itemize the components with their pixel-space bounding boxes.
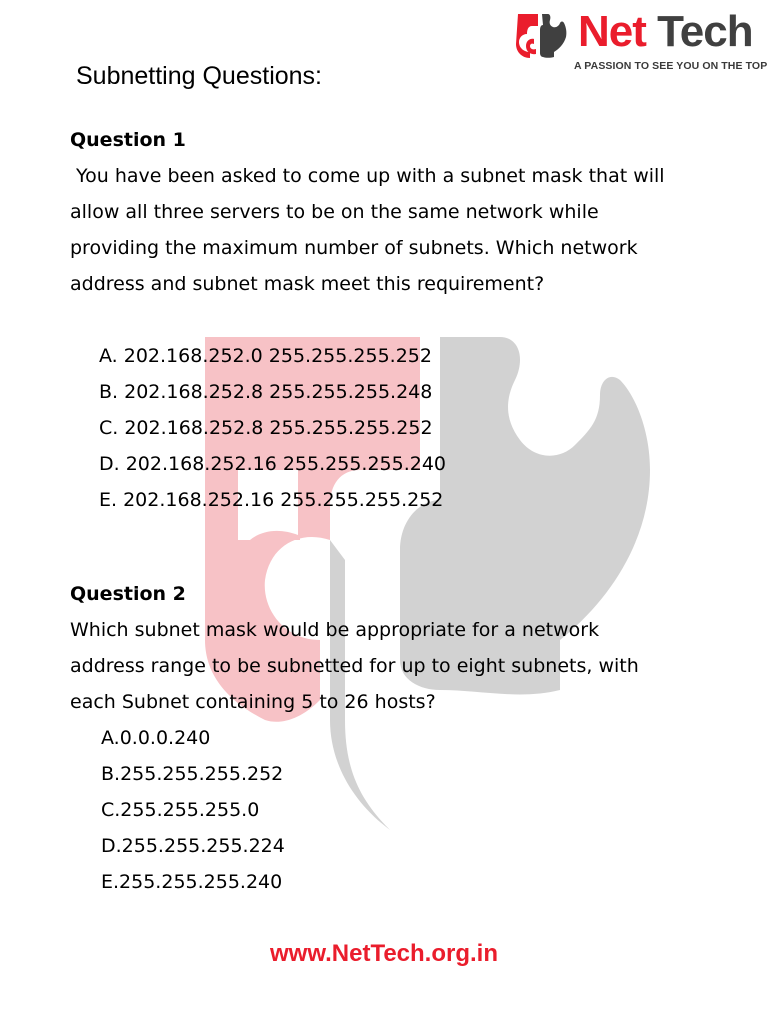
question-2-option: B.255.255.255.252	[101, 763, 284, 785]
document-content	[70, 122, 730, 900]
question-1-option: A. 202.168.252.0 255.255.255.252	[99, 345, 432, 367]
question-2-line: each Subnet containing 5 to 26 hosts?	[70, 691, 436, 713]
logo-brand-name	[578, 6, 753, 58]
logo-tagline: A PASSION TO SEE YOU ON THE TOP	[574, 60, 768, 72]
question-1-option: E. 202.168.252.16 255.255.255.252	[99, 489, 444, 511]
question-1-option: D. 202.168.252.16 255.255.255.240	[99, 453, 447, 475]
question-2-option: A.0.0.0.240	[101, 727, 211, 749]
nettech-logo-mark-icon	[512, 8, 578, 62]
question-1-option: C. 202.168.252.8 255.255.255.252	[99, 417, 433, 439]
question-2-option: D.255.255.255.224	[101, 835, 285, 857]
question-1-text	[70, 158, 730, 302]
question-1-options	[70, 338, 730, 518]
question-1-line: allow all three servers to be on the same network while	[70, 201, 599, 223]
question-2-option: E.255.255.255.240	[101, 871, 283, 893]
nettech-logo	[512, 6, 768, 80]
question-1-line: providing the maximum number of subnets. Which network	[70, 237, 638, 259]
question-1-line: You have been asked to come up with a subnet mask that will	[70, 165, 665, 187]
question-2-line: Which subnet mask would be appropriate for a network	[70, 619, 600, 641]
question-2-text	[70, 612, 730, 720]
question-1-heading: Question 1	[70, 129, 186, 151]
logo-brand-tech: Tech	[657, 7, 753, 56]
question-2-line: address range to be subnetted for up to eight subnets, with	[70, 655, 639, 677]
page-title: Subnetting Questions:	[76, 62, 322, 90]
question-1-line: address and subnet mask meet this requirement?	[70, 273, 545, 295]
question-2-options	[70, 720, 730, 900]
footer-website-link[interactable]: www.NetTech.org.in	[269, 940, 498, 967]
question-2-option: C.255.255.255.0	[101, 799, 260, 821]
logo-brand-net: Net	[578, 7, 646, 56]
question-2-block	[70, 576, 730, 900]
question-2-heading: Question 2	[70, 583, 186, 605]
question-1-option: B. 202.168.252.8 255.255.255.248	[99, 381, 433, 403]
